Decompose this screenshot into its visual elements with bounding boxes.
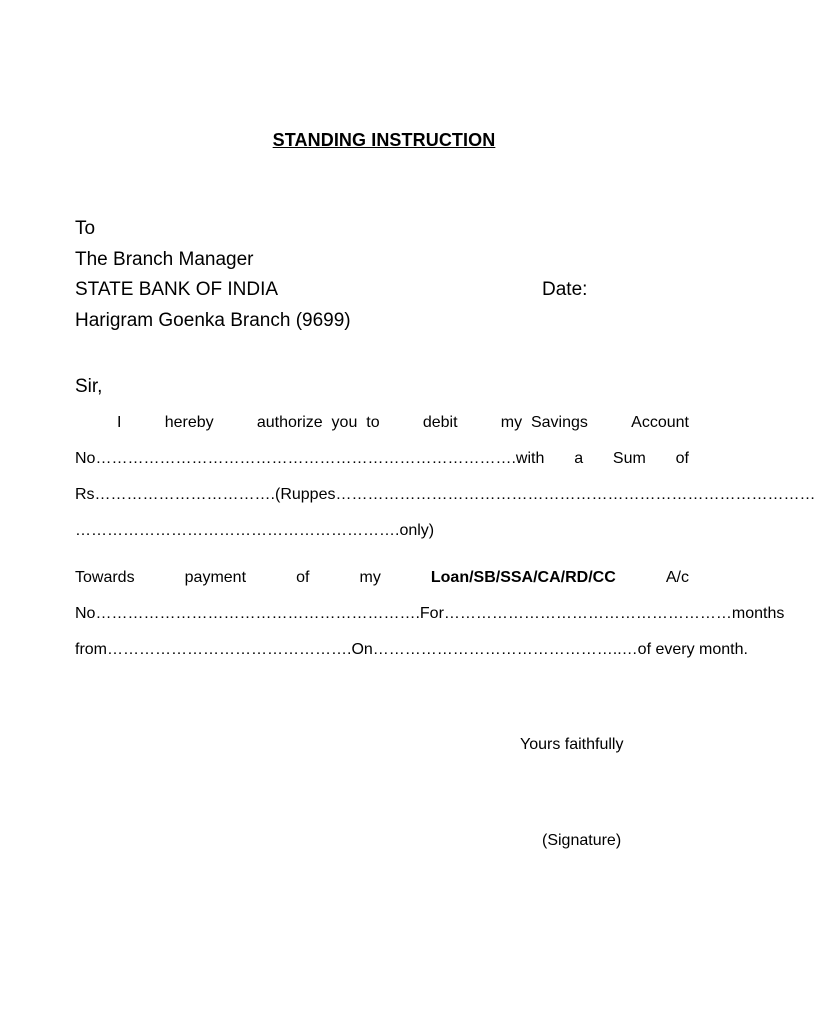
date-label: Date: [542,279,588,300]
body-word: Account [631,414,689,431]
closing: Yours faithfully [520,736,624,753]
body-word: a [574,450,584,467]
body-word: my [359,569,381,586]
address-branch: Harigram Goenka Branch (9699) [75,310,351,331]
address-bank: STATE BANK OF INDIA [75,279,279,300]
salutation: Sir, [75,376,103,397]
amount-line: Rs…………………………….(Ruppes……………………………………………………………………………… [75,486,815,503]
loan-account-line: No…………………………………………………….For………………………………………………months [75,605,785,622]
body-word: hereby [164,414,214,431]
body-word: of [675,450,689,467]
body-word: payment [184,569,247,586]
body-word: Sum [612,450,646,467]
body-line-1 [75,414,689,432]
account-number-blank: No…………………………………………………………………….with [75,450,545,467]
address-recipient: The Branch Manager [75,249,254,270]
body-word: A/c [665,569,689,586]
amount-words-line: …………………………………………………….only) [75,522,435,539]
body-word: debit [422,414,458,431]
body-word: I [117,414,122,431]
body-word: of [296,569,310,586]
signature-label: (Signature) [542,832,622,849]
account-types: Loan/SB/SSA/CA/RD/CC [430,569,616,586]
body-word: Towards [75,569,135,586]
body-line-2 [75,450,689,468]
body-line-5 [75,569,689,587]
body-word: my Savings [500,414,588,431]
address-to: To [75,218,96,239]
document-title: STANDING INSTRUCTION [272,130,496,150]
body-word: authorize you to [256,414,380,431]
schedule-line: from……………………………………….On………………………………………..…of every month. [75,641,748,658]
